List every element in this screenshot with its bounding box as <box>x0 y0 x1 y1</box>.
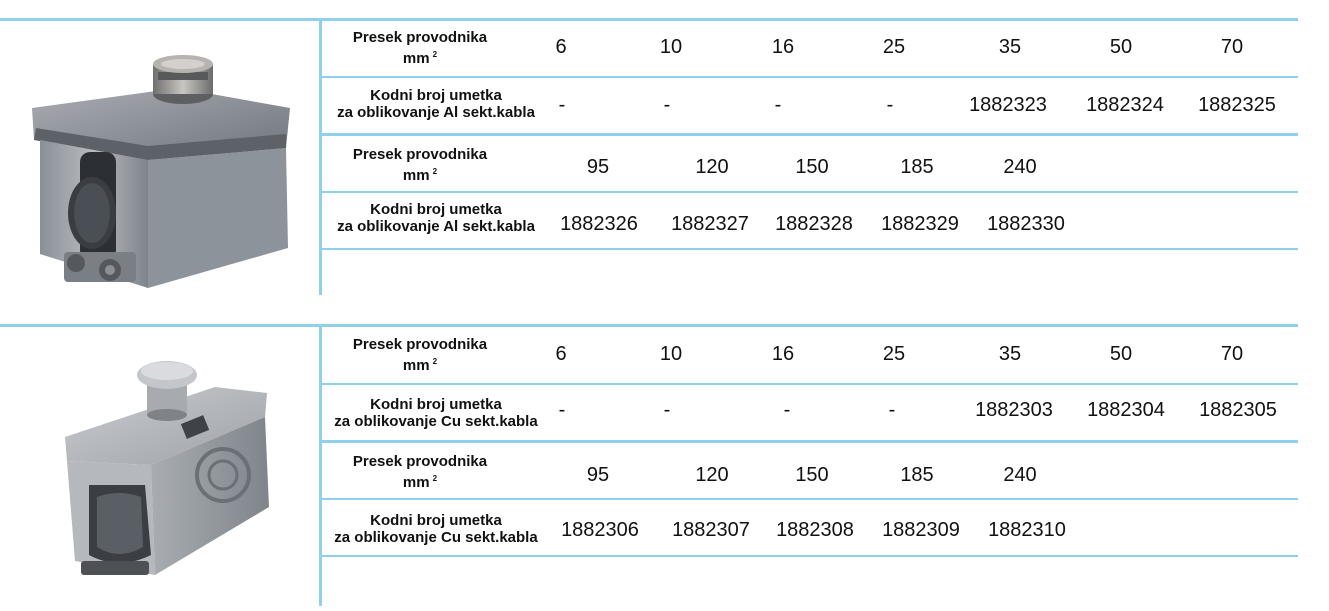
row-rule <box>322 191 1298 193</box>
cell-value: 120 <box>695 156 729 178</box>
product-section-cu <box>0 305 1329 611</box>
cell-value: - <box>774 94 782 116</box>
cell-value: 1882306 <box>561 519 639 541</box>
cell-value: - <box>886 94 894 116</box>
cell-value: 240 <box>1003 464 1037 486</box>
cell-value: 6 <box>555 36 567 58</box>
cell-value: - <box>558 94 566 116</box>
cell-value: - <box>888 399 896 421</box>
row-label: Kodni broj umetka za oblikovanje Cu sekt.kabla <box>334 512 538 546</box>
row-rule <box>322 248 1298 250</box>
row-label: Presek provodnika mm $^2$ <box>352 336 488 374</box>
cell-value: - <box>783 399 791 421</box>
cell-value: 1882325 <box>1198 94 1276 116</box>
cell-value: 1882329 <box>881 213 959 235</box>
cell-value: 185 <box>900 156 934 178</box>
cell-value: - <box>663 399 671 421</box>
top-rule <box>0 324 1298 327</box>
cell-value: 35 <box>998 36 1022 58</box>
cell-value: 25 <box>882 343 906 365</box>
cell-value: 70 <box>1220 36 1244 58</box>
cell-value: 35 <box>998 343 1022 365</box>
cell-value: - <box>558 399 566 421</box>
row-label: Presek provodnika mm $^2$ <box>352 453 488 491</box>
cell-value: 16 <box>771 343 795 365</box>
product-photo-al-insert <box>28 48 303 293</box>
top-rule <box>0 18 1298 21</box>
row-rule <box>322 498 1298 500</box>
cell-value: 1882303 <box>975 399 1053 421</box>
cell-value: - <box>663 94 671 116</box>
cell-value: 1882328 <box>775 213 853 235</box>
cell-value: 6 <box>555 343 567 365</box>
row-label: Kodni broj umetka za oblikovanje Cu sekt.kabla <box>334 396 538 430</box>
row-label: Kodni broj umetka za oblikovanje Al sekt.kabla <box>337 87 535 121</box>
cell-value: 1882323 <box>969 94 1047 116</box>
cell-value: 1882330 <box>987 213 1065 235</box>
row-label: Kodni broj umetka za oblikovanje Al sekt.kabla <box>337 201 535 235</box>
cell-value: 10 <box>659 36 683 58</box>
cell-value: 25 <box>882 36 906 58</box>
product-section-al <box>0 0 1329 300</box>
row-rule <box>322 383 1298 385</box>
cell-value: 50 <box>1109 343 1133 365</box>
cell-value: 10 <box>659 343 683 365</box>
cell-value: 1882324 <box>1086 94 1164 116</box>
row-rule <box>322 76 1298 78</box>
cell-value: 70 <box>1220 343 1244 365</box>
cell-value: 50 <box>1109 36 1133 58</box>
row-rule <box>322 555 1298 557</box>
cell-value: 95 <box>586 464 610 486</box>
cell-value: 150 <box>795 156 829 178</box>
product-photo-cu-insert <box>55 357 280 587</box>
cell-value: 1882327 <box>671 213 749 235</box>
cell-value: 1882326 <box>560 213 638 235</box>
cell-value: 120 <box>695 464 729 486</box>
cell-value: 150 <box>795 464 829 486</box>
cell-value: 1882304 <box>1087 399 1165 421</box>
cell-value: 1882309 <box>882 519 960 541</box>
cell-value: 1882307 <box>672 519 750 541</box>
row-label: Presek provodnika mm $^2$ <box>352 29 488 67</box>
cell-value: 1882310 <box>988 519 1066 541</box>
cell-value: 16 <box>771 36 795 58</box>
row-rule <box>322 440 1298 443</box>
cell-value: 1882305 <box>1199 399 1277 421</box>
cell-value: 240 <box>1003 156 1037 178</box>
row-rule <box>322 133 1298 136</box>
cell-value: 95 <box>586 156 610 178</box>
cell-value: 185 <box>900 464 934 486</box>
cell-value: 1882308 <box>776 519 854 541</box>
row-label: Presek provodnika mm $^2$ <box>352 146 488 184</box>
